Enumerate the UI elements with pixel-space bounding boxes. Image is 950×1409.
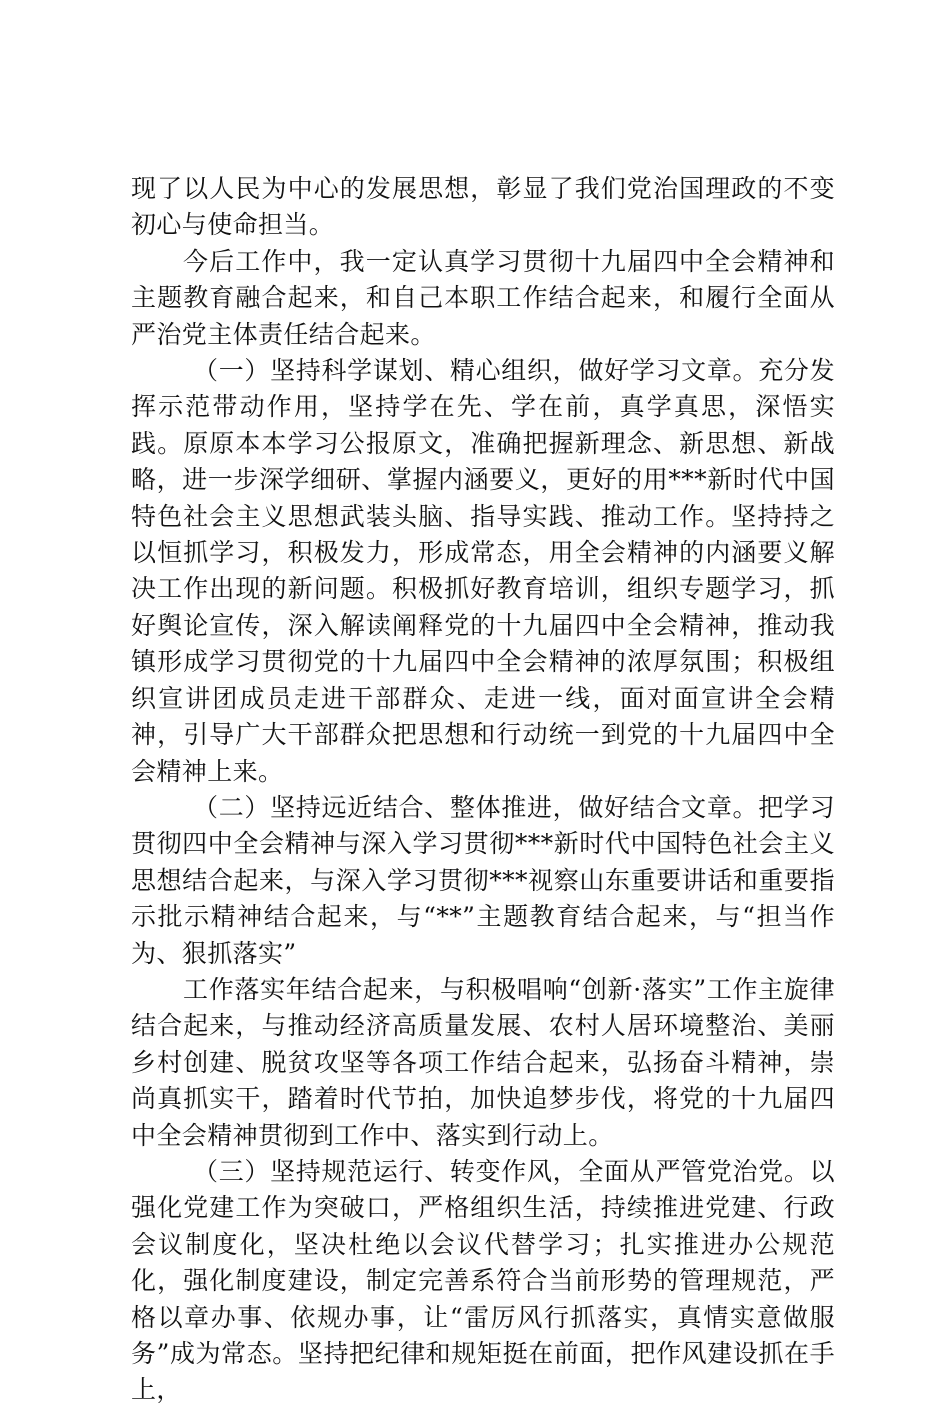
paragraph-continuation: 现了以人民为中心的发展思想，彰显了我们党治国理政的不变初心与使命担当。 (131, 174, 835, 240)
paragraph-section-two: （二）坚持远近结合、整体推进，做好结合文章。把学习贯彻四中全会精神与深入学习贯彻***新时代中国特色社会主义思想结合起来，与深入学习贯彻***视察山东重要讲话和重要指示批示精神结合起来，与“**”主题教育结合起来，与“担当作为、狠抓落实” (131, 792, 835, 968)
paragraph-future-work: 今后工作中，我一定认真学习贯彻十九届四中全会精神和主题教育融合起来，和自己本职工作结合起来，和履行全面从严治党主体责任结合起来。 (131, 246, 835, 349)
paragraph-section-three: （三）坚持规范运行、转变作风，全面从严管党治党。以强化党建工作为突破口，严格组织生活，持续推进党建、行政会议制度化，坚决杜绝以会议代替学习；扎实推进办公规范化，强化制度建设，制定完善系符合当前形势的管理规范，严格以章办事、依规办事，让“雷厉风行抓落实，真情实意做服务”成为常态。坚持把纪律和规矩挺在前面，把作风建设抓在手上， (131, 1156, 835, 1405)
paragraph-section-one: （一）坚持科学谋划、精心组织，做好学习文章。充分发挥示范带动作用，坚持学在先、学在前，真学真思，深悟实践。原原本本学习公报原文，准确把握新理念、新思想、新战略，进一步深学细研、掌握内涵要义，更好的用***新时代中国特色社会主义思想武装头脑、指导实践、推动工作。坚持持之以恒抓学习，积极发力，形成常态，用全会精神的内涵要义解决工作出现的新问题。积极抓好教育培训，组织专题学习，抓好舆论宣传，深入解读阐释党的十九届四中全会精神，推动我镇形成学习贯彻党的十九届四中全会精神的浓厚氛围；积极组织宣讲团成员走进干部群众、走进一线，面对面宣讲全会精神，引导广大干部群众把思想和行动统一到党的十九届四中全会精神上来。 (131, 356, 835, 786)
paragraph-section-two-continued: 工作落实年结合起来，与积极唱响“创新·落实”工作主旋律结合起来，与推动经济高质量发展、农村人居环境整治、美丽乡村创建、脱贫攻坚等各项工作结合起来，弘扬奋斗精神，崇尚真抓实干，踏着时代节拍，加快追梦步伐，将党的十九届四中全会精神贯彻到工作中、落实到行动上。 (131, 974, 835, 1150)
document-body (131, 171, 835, 1409)
